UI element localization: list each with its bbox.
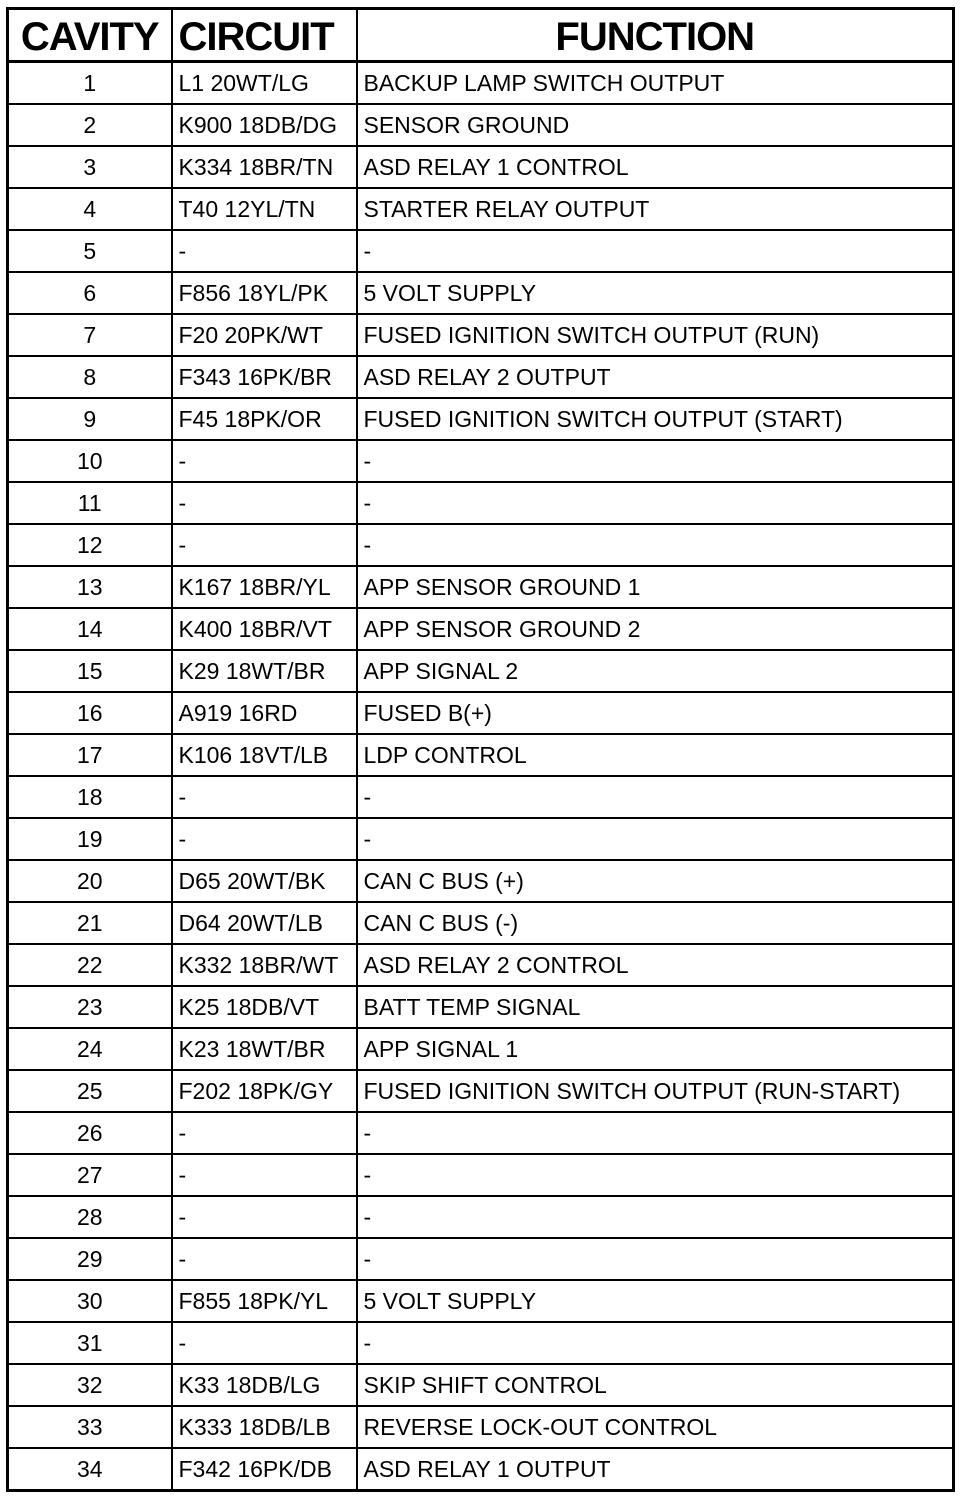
circuit-cell: K400 18BR/VT: [172, 608, 357, 650]
function-cell: FUSED IGNITION SWITCH OUTPUT (START): [357, 398, 954, 440]
table-row: [8, 62, 954, 105]
table-row: [8, 1154, 954, 1196]
circuit-cell: T40 12YL/TN: [172, 188, 357, 230]
circuit-cell: F342 16PK/DB: [172, 1448, 357, 1491]
table-row: [8, 776, 954, 818]
circuit-cell: -: [172, 524, 357, 566]
cavity-cell: 29: [8, 1238, 172, 1280]
table-row: [8, 398, 954, 440]
header-row: [8, 9, 954, 62]
function-cell: -: [357, 440, 954, 482]
table-row: [8, 860, 954, 902]
table-row: [8, 1364, 954, 1406]
table-row: [8, 1070, 954, 1112]
circuit-cell: F856 18YL/PK: [172, 272, 357, 314]
function-cell: -: [357, 482, 954, 524]
cavity-cell: 13: [8, 566, 172, 608]
table-row: [8, 1112, 954, 1154]
cavity-cell: 32: [8, 1364, 172, 1406]
function-cell: REVERSE LOCK-OUT CONTROL: [357, 1406, 954, 1448]
cavity-cell: 31: [8, 1322, 172, 1364]
cavity-cell: 16: [8, 692, 172, 734]
function-cell: -: [357, 230, 954, 272]
table-row: [8, 482, 954, 524]
function-cell: -: [357, 1154, 954, 1196]
table-row: [8, 818, 954, 860]
table-row: [8, 1238, 954, 1280]
function-cell: STARTER RELAY OUTPUT: [357, 188, 954, 230]
function-cell: ASD RELAY 1 CONTROL: [357, 146, 954, 188]
circuit-cell: -: [172, 1196, 357, 1238]
circuit-cell: F20 20PK/WT: [172, 314, 357, 356]
function-cell: -: [357, 776, 954, 818]
function-cell: APP SIGNAL 1: [357, 1028, 954, 1070]
table-row: [8, 1028, 954, 1070]
function-cell: -: [357, 1238, 954, 1280]
table-row: [8, 1280, 954, 1322]
function-cell: -: [357, 1112, 954, 1154]
function-column-header: FUNCTION: [357, 9, 954, 62]
table-row: [8, 1322, 954, 1364]
function-cell: APP SENSOR GROUND 2: [357, 608, 954, 650]
cavity-cell: 23: [8, 986, 172, 1028]
circuit-cell: K25 18DB/VT: [172, 986, 357, 1028]
table-row: [8, 734, 954, 776]
function-cell: ASD RELAY 2 OUTPUT: [357, 356, 954, 398]
table-row: [8, 650, 954, 692]
cavity-cell: 33: [8, 1406, 172, 1448]
function-cell: APP SENSOR GROUND 1: [357, 566, 954, 608]
cavity-cell: 14: [8, 608, 172, 650]
circuit-cell: F343 16PK/BR: [172, 356, 357, 398]
circuit-cell: K167 18BR/YL: [172, 566, 357, 608]
cavity-cell: 22: [8, 944, 172, 986]
cavity-cell: 24: [8, 1028, 172, 1070]
cavity-cell: 20: [8, 860, 172, 902]
circuit-cell: -: [172, 440, 357, 482]
cavity-cell: 5: [8, 230, 172, 272]
function-cell: SENSOR GROUND: [357, 104, 954, 146]
table-row: [8, 692, 954, 734]
cavity-cell: 1: [8, 62, 172, 105]
circuit-cell: F202 18PK/GY: [172, 1070, 357, 1112]
table-header: [8, 9, 954, 62]
circuit-cell: K23 18WT/BR: [172, 1028, 357, 1070]
cavity-cell: 2: [8, 104, 172, 146]
cavity-cell: 6: [8, 272, 172, 314]
table-row: [8, 1406, 954, 1448]
function-cell: FUSED IGNITION SWITCH OUTPUT (RUN): [357, 314, 954, 356]
cavity-cell: 34: [8, 1448, 172, 1491]
function-cell: CAN C BUS (+): [357, 860, 954, 902]
function-cell: ASD RELAY 2 CONTROL: [357, 944, 954, 986]
cavity-cell: 26: [8, 1112, 172, 1154]
table-row: [8, 944, 954, 986]
cavity-cell: 25: [8, 1070, 172, 1112]
function-cell: CAN C BUS (-): [357, 902, 954, 944]
table-row: [8, 188, 954, 230]
function-cell: ASD RELAY 1 OUTPUT: [357, 1448, 954, 1491]
circuit-cell: -: [172, 776, 357, 818]
table-row: [8, 314, 954, 356]
function-cell: LDP CONTROL: [357, 734, 954, 776]
circuit-cell: K333 18DB/LB: [172, 1406, 357, 1448]
cavity-cell: 10: [8, 440, 172, 482]
connector-pinout-table: [6, 7, 955, 1492]
cavity-cell: 27: [8, 1154, 172, 1196]
cavity-cell: 21: [8, 902, 172, 944]
cavity-cell: 4: [8, 188, 172, 230]
circuit-cell: K900 18DB/DG: [172, 104, 357, 146]
circuit-cell: -: [172, 1322, 357, 1364]
circuit-cell: -: [172, 818, 357, 860]
table-row: [8, 566, 954, 608]
circuit-cell: -: [172, 1238, 357, 1280]
table-row: [8, 608, 954, 650]
cavity-cell: 15: [8, 650, 172, 692]
circuit-cell: K29 18WT/BR: [172, 650, 357, 692]
table-row: [8, 524, 954, 566]
circuit-cell: K33 18DB/LG: [172, 1364, 357, 1406]
cavity-cell: 30: [8, 1280, 172, 1322]
function-cell: FUSED IGNITION SWITCH OUTPUT (RUN-START): [357, 1070, 954, 1112]
circuit-cell: -: [172, 482, 357, 524]
table-row: [8, 1448, 954, 1491]
cavity-column-header: CAVITY: [8, 9, 172, 62]
table-body: [8, 62, 954, 1491]
function-cell: FUSED B(+): [357, 692, 954, 734]
table-row: [8, 440, 954, 482]
cavity-cell: 7: [8, 314, 172, 356]
table-row: [8, 356, 954, 398]
circuit-cell: F855 18PK/YL: [172, 1280, 357, 1322]
function-cell: 5 VOLT SUPPLY: [357, 272, 954, 314]
function-cell: -: [357, 818, 954, 860]
table-row: [8, 146, 954, 188]
cavity-cell: 8: [8, 356, 172, 398]
circuit-cell: A919 16RD: [172, 692, 357, 734]
function-cell: 5 VOLT SUPPLY: [357, 1280, 954, 1322]
cavity-cell: 19: [8, 818, 172, 860]
function-cell: SKIP SHIFT CONTROL: [357, 1364, 954, 1406]
circuit-cell: D65 20WT/BK: [172, 860, 357, 902]
circuit-column-header: CIRCUIT: [172, 9, 357, 62]
table-row: [8, 230, 954, 272]
cavity-cell: 28: [8, 1196, 172, 1238]
circuit-cell: L1 20WT/LG: [172, 62, 357, 105]
table-row: [8, 902, 954, 944]
circuit-cell: F45 18PK/OR: [172, 398, 357, 440]
cavity-cell: 9: [8, 398, 172, 440]
circuit-cell: D64 20WT/LB: [172, 902, 357, 944]
cavity-cell: 18: [8, 776, 172, 818]
cavity-cell: 11: [8, 482, 172, 524]
function-cell: -: [357, 524, 954, 566]
function-cell: -: [357, 1196, 954, 1238]
table-row: [8, 272, 954, 314]
cavity-cell: 3: [8, 146, 172, 188]
circuit-cell: K334 18BR/TN: [172, 146, 357, 188]
function-cell: -: [357, 1322, 954, 1364]
function-cell: BATT TEMP SIGNAL: [357, 986, 954, 1028]
cavity-cell: 12: [8, 524, 172, 566]
table-row: [8, 986, 954, 1028]
function-cell: BACKUP LAMP SWITCH OUTPUT: [357, 62, 954, 105]
circuit-cell: -: [172, 1154, 357, 1196]
circuit-cell: -: [172, 230, 357, 272]
cavity-cell: 17: [8, 734, 172, 776]
table-row: [8, 1196, 954, 1238]
table-row: [8, 104, 954, 146]
function-cell: APP SIGNAL 2: [357, 650, 954, 692]
circuit-cell: K332 18BR/WT: [172, 944, 357, 986]
circuit-cell: -: [172, 1112, 357, 1154]
circuit-cell: K106 18VT/LB: [172, 734, 357, 776]
